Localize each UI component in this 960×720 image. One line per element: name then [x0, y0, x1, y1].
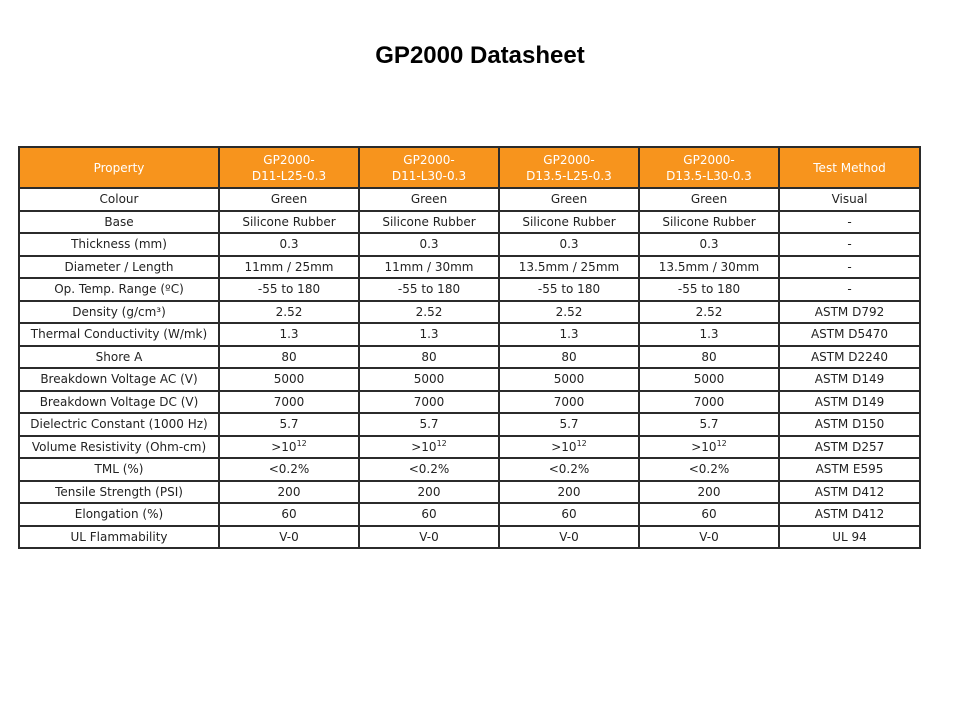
- value-text: >10: [691, 439, 717, 454]
- value-text: 0.3: [699, 237, 719, 252]
- value-text: Silicone Rubber: [662, 214, 756, 229]
- value-cell: [219, 436, 359, 459]
- test-method-cell: -: [779, 211, 920, 234]
- value-text: 200: [697, 484, 721, 499]
- value-cell: [219, 481, 359, 504]
- table-row: [19, 526, 920, 549]
- table-row: [19, 346, 920, 369]
- value-exponent: 12: [296, 438, 307, 448]
- value-text: 0.3: [559, 237, 579, 252]
- value-cell: [219, 301, 359, 324]
- test-method-cell: ASTM D150: [779, 413, 920, 436]
- value-cell: [639, 323, 779, 346]
- property-cell: Thickness (mm): [19, 233, 219, 256]
- test-method-cell: ASTM D149: [779, 391, 920, 414]
- value-cell: [499, 278, 639, 301]
- value-text: 2.52: [275, 304, 303, 319]
- value-cell: [219, 368, 359, 391]
- test-method-cell: ASTM D149: [779, 368, 920, 391]
- value-text: 60: [421, 507, 437, 522]
- value-cell: [499, 503, 639, 526]
- value-text: 7000: [553, 394, 585, 409]
- value-cell: [219, 458, 359, 481]
- value-cell: [639, 503, 779, 526]
- value-cell: [359, 458, 499, 481]
- table-row: [19, 188, 920, 211]
- value-cell: [219, 413, 359, 436]
- property-cell: Elongation (%): [19, 503, 219, 526]
- value-text: Green: [410, 192, 448, 207]
- test-method-cell: ASTM D792: [779, 301, 920, 324]
- property-cell: Diameter / Length: [19, 256, 219, 279]
- page-title: GP2000 Datasheet: [375, 42, 585, 69]
- value-text: 7000: [413, 394, 445, 409]
- value-text: -55 to 180: [537, 282, 601, 297]
- table-row: [19, 481, 920, 504]
- value-cell: [499, 391, 639, 414]
- value-text: 1.3: [559, 327, 579, 342]
- header-label: Property: [93, 160, 145, 175]
- value-text: <0.2%: [688, 462, 730, 477]
- table-header-row: [19, 147, 920, 188]
- value-cell: [639, 481, 779, 504]
- property-cell: Colour: [19, 188, 219, 211]
- value-text: -55 to 180: [397, 282, 461, 297]
- table-row: [19, 323, 920, 346]
- value-cell: [639, 278, 779, 301]
- value-cell: [499, 526, 639, 549]
- value-cell: [499, 413, 639, 436]
- value-text: 5000: [273, 372, 305, 387]
- value-cell: [219, 346, 359, 369]
- value-text: V-0: [419, 529, 439, 544]
- table-header-cell: [219, 147, 359, 188]
- value-cell: [219, 391, 359, 414]
- property-cell: Breakdown Voltage AC (V): [19, 368, 219, 391]
- value-cell: [359, 526, 499, 549]
- value-cell: [219, 188, 359, 211]
- test-method-cell: -: [779, 233, 920, 256]
- property-cell: Op. Temp. Range (ºC): [19, 278, 219, 301]
- value-cell: [499, 346, 639, 369]
- value-cell: [639, 458, 779, 481]
- value-cell: [359, 391, 499, 414]
- value-cell: [499, 188, 639, 211]
- test-method-cell: ASTM D5470: [779, 323, 920, 346]
- test-method-cell: ASTM E595: [779, 458, 920, 481]
- value-text: 13.5mm / 30mm: [658, 259, 760, 274]
- value-cell: [359, 436, 499, 459]
- property-cell: Shore A: [19, 346, 219, 369]
- table-header-cell: [359, 147, 499, 188]
- test-method-cell: ASTM D412: [779, 503, 920, 526]
- value-cell: [639, 368, 779, 391]
- value-text: -55 to 180: [257, 282, 321, 297]
- value-text: 1.3: [419, 327, 439, 342]
- value-text: 5.7: [559, 417, 579, 432]
- value-text: Green: [690, 192, 728, 207]
- value-text: 5000: [693, 372, 725, 387]
- test-method-cell: -: [779, 278, 920, 301]
- value-cell: [359, 346, 499, 369]
- header-label: GP2000-: [263, 152, 315, 167]
- table-header-cell: [499, 147, 639, 188]
- value-text: >10: [271, 439, 297, 454]
- value-cell: [499, 211, 639, 234]
- value-cell: [219, 323, 359, 346]
- value-text: 200: [417, 484, 441, 499]
- value-text: 13.5mm / 25mm: [518, 259, 620, 274]
- value-text: 60: [701, 507, 717, 522]
- value-cell: [499, 301, 639, 324]
- property-cell: Base: [19, 211, 219, 234]
- value-text: 2.52: [555, 304, 583, 319]
- value-cell: [499, 233, 639, 256]
- value-cell: [639, 346, 779, 369]
- value-text: V-0: [699, 529, 719, 544]
- value-cell: [359, 233, 499, 256]
- value-cell: [359, 481, 499, 504]
- value-cell: [359, 323, 499, 346]
- value-cell: [639, 413, 779, 436]
- value-text: 60: [561, 507, 577, 522]
- value-cell: [639, 526, 779, 549]
- datasheet-table: [18, 146, 921, 549]
- value-text: Green: [550, 192, 588, 207]
- value-text: <0.2%: [408, 462, 450, 477]
- table-row: [19, 278, 920, 301]
- table-row: [19, 413, 920, 436]
- value-text: V-0: [279, 529, 299, 544]
- test-method-cell: ASTM D412: [779, 481, 920, 504]
- value-cell: [639, 436, 779, 459]
- table-body: [19, 188, 920, 548]
- value-cell: [359, 301, 499, 324]
- value-text: 5.7: [279, 417, 299, 432]
- table-header-cell: [639, 147, 779, 188]
- value-cell: [219, 211, 359, 234]
- value-exponent: 12: [436, 438, 447, 448]
- value-cell: [359, 188, 499, 211]
- header-label-line2: D13.5-L30-0.3: [666, 168, 752, 183]
- property-cell: Tensile Strength (PSI): [19, 481, 219, 504]
- value-cell: [639, 233, 779, 256]
- value-text: 1.3: [279, 327, 299, 342]
- value-cell: [499, 368, 639, 391]
- value-text: -55 to 180: [677, 282, 741, 297]
- value-cell: [359, 503, 499, 526]
- value-text: Silicone Rubber: [242, 214, 336, 229]
- property-cell: Volume Resistivity (Ohm-cm): [19, 436, 219, 459]
- value-text: Silicone Rubber: [382, 214, 476, 229]
- value-text: 1.3: [699, 327, 719, 342]
- property-cell: Density (g/cm³): [19, 301, 219, 324]
- table-row: [19, 256, 920, 279]
- table-row: [19, 436, 920, 459]
- value-text: Silicone Rubber: [522, 214, 616, 229]
- value-text: <0.2%: [548, 462, 590, 477]
- table-row: [19, 458, 920, 481]
- value-text: 5000: [553, 372, 585, 387]
- property-cell: Thermal Conductivity (W/mk): [19, 323, 219, 346]
- value-cell: [359, 413, 499, 436]
- value-exponent: 12: [576, 438, 587, 448]
- value-text: >10: [411, 439, 437, 454]
- test-method-cell: ASTM D257: [779, 436, 920, 459]
- value-text: 80: [561, 349, 577, 364]
- value-cell: [359, 211, 499, 234]
- value-text: <0.2%: [268, 462, 310, 477]
- value-text: 80: [281, 349, 297, 364]
- value-cell: [359, 256, 499, 279]
- value-text: 0.3: [279, 237, 299, 252]
- header-label: GP2000-: [683, 152, 735, 167]
- value-cell: [499, 458, 639, 481]
- value-text: 7000: [273, 394, 305, 409]
- value-cell: [639, 211, 779, 234]
- header-label-line2: D11-L30-0.3: [391, 168, 467, 183]
- header-label-line2: D11-L25-0.3: [251, 168, 327, 183]
- test-method-cell: -: [779, 256, 920, 279]
- value-cell: [499, 436, 639, 459]
- test-method-cell: ASTM D2240: [779, 346, 920, 369]
- value-cell: [639, 256, 779, 279]
- value-cell: [639, 391, 779, 414]
- value-cell: [639, 301, 779, 324]
- property-cell: Dielectric Constant (1000 Hz): [19, 413, 219, 436]
- value-text: V-0: [559, 529, 579, 544]
- table-row: [19, 391, 920, 414]
- value-cell: [219, 278, 359, 301]
- header-label: GP2000-: [403, 152, 455, 167]
- value-cell: [359, 368, 499, 391]
- value-text: 200: [557, 484, 581, 499]
- value-text: 2.52: [415, 304, 443, 319]
- header-label: Test Method: [813, 160, 886, 175]
- value-text: 11mm / 25mm: [244, 259, 334, 274]
- test-method-cell: UL 94: [779, 526, 920, 549]
- value-exponent: 12: [716, 438, 727, 448]
- value-text: 2.52: [695, 304, 723, 319]
- value-text: 80: [421, 349, 437, 364]
- table-row: [19, 503, 920, 526]
- value-text: >10: [551, 439, 577, 454]
- value-text: 0.3: [419, 237, 439, 252]
- value-cell: [219, 526, 359, 549]
- table-header-cell: [19, 147, 219, 188]
- value-cell: [359, 278, 499, 301]
- property-cell: Breakdown Voltage DC (V): [19, 391, 219, 414]
- value-text: 5.7: [699, 417, 719, 432]
- value-cell: [499, 323, 639, 346]
- value-cell: [219, 256, 359, 279]
- header-label: GP2000-: [543, 152, 595, 167]
- value-text: 11mm / 30mm: [384, 259, 474, 274]
- value-text: 200: [277, 484, 301, 499]
- value-text: 7000: [693, 394, 725, 409]
- table-row: [19, 301, 920, 324]
- header-label-line2: D13.5-L25-0.3: [526, 168, 612, 183]
- table-header-cell: [779, 147, 920, 188]
- value-text: 5.7: [419, 417, 439, 432]
- table-row: [19, 368, 920, 391]
- property-cell: TML (%): [19, 458, 219, 481]
- value-text: 80: [701, 349, 717, 364]
- value-cell: [639, 188, 779, 211]
- property-cell: UL Flammability: [19, 526, 219, 549]
- value-text: Green: [270, 192, 308, 207]
- value-text: 60: [281, 507, 297, 522]
- value-cell: [499, 256, 639, 279]
- value-cell: [219, 503, 359, 526]
- table-row: [19, 233, 920, 256]
- table-row: [19, 211, 920, 234]
- value-cell: [219, 233, 359, 256]
- value-text: 5000: [413, 372, 445, 387]
- test-method-cell: Visual: [779, 188, 920, 211]
- value-cell: [499, 481, 639, 504]
